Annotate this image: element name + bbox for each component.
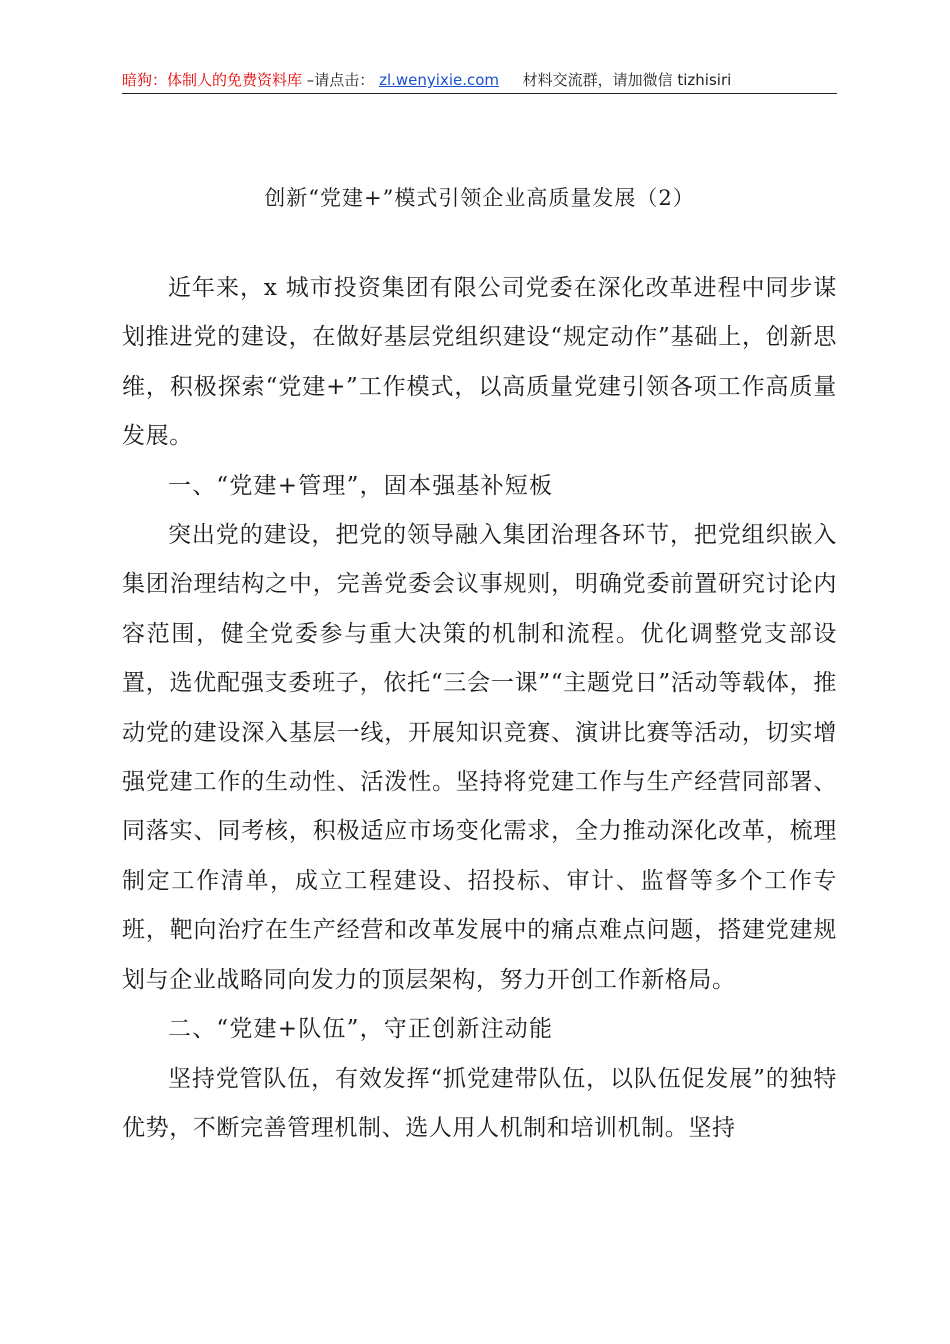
header-contact: 材料交流群，请加微信 tizhisiri: [522, 71, 732, 89]
header-link[interactable]: zl.wenyixie.com: [379, 71, 500, 89]
page-header: [122, 68, 837, 92]
paragraph-intro: 近年来，x 城市投资集团有限公司党委在深化改革进程中同步谋划推进党的建设，在做好基层党组织建设“规定动作”基础上，创新思维，积极探索“党建+”工作模式，以高质量党建引领各项工作高质量发展。: [122, 275, 837, 450]
paragraph-section-1: 突出党的建设，把党的领导融入集团治理各环节，把党组织嵌入集团治理结构之中，完善党委会议事规则，明确党委前置研究讨论内容范围，健全党委参与重大决策的机制和流程。优化调整党支部设置，选优配强支委班子，依托“三会一课”“主题党日”活动等载体，推动党的建设深入基层一线，开展知识竞赛、演讲比赛等活动，切实增强党建工作的生动性、活泼性。坚持将党建工作与生产经营同部署、同落实、同考核，积极适应市场变化需求，全力推动深化改革，梳理制定工作清单，成立工程建设、招投标、审计、监督等多个工作专班，靶向治疗在生产经营和改革发展中的痛点难点问题，搭建党建规划与企业战略同向发力的顶层架构，努力开创工作新格局。: [122, 522, 837, 993]
paragraph-section-2: 坚持党管队伍，有效发挥“抓党建带队伍，以队伍促发展”的独特优势，不断完善管理机制、选人用人机制和培训机制。坚持: [122, 1065, 837, 1141]
section-heading-2: 二、“党建+队伍”，守正创新注动能: [168, 1016, 554, 1043]
header-divider: [122, 93, 837, 94]
header-prompt: –请点击：: [306, 71, 375, 89]
document-title: 创新“党建+”模式引领企业高质量发展（2）: [264, 186, 695, 210]
document-body: [122, 264, 837, 1153]
section-heading-1: 一、“党建+管理”，固本强基补短板: [168, 472, 554, 499]
header-brand: 暗狗：体制人的免费资料库: [122, 71, 303, 89]
